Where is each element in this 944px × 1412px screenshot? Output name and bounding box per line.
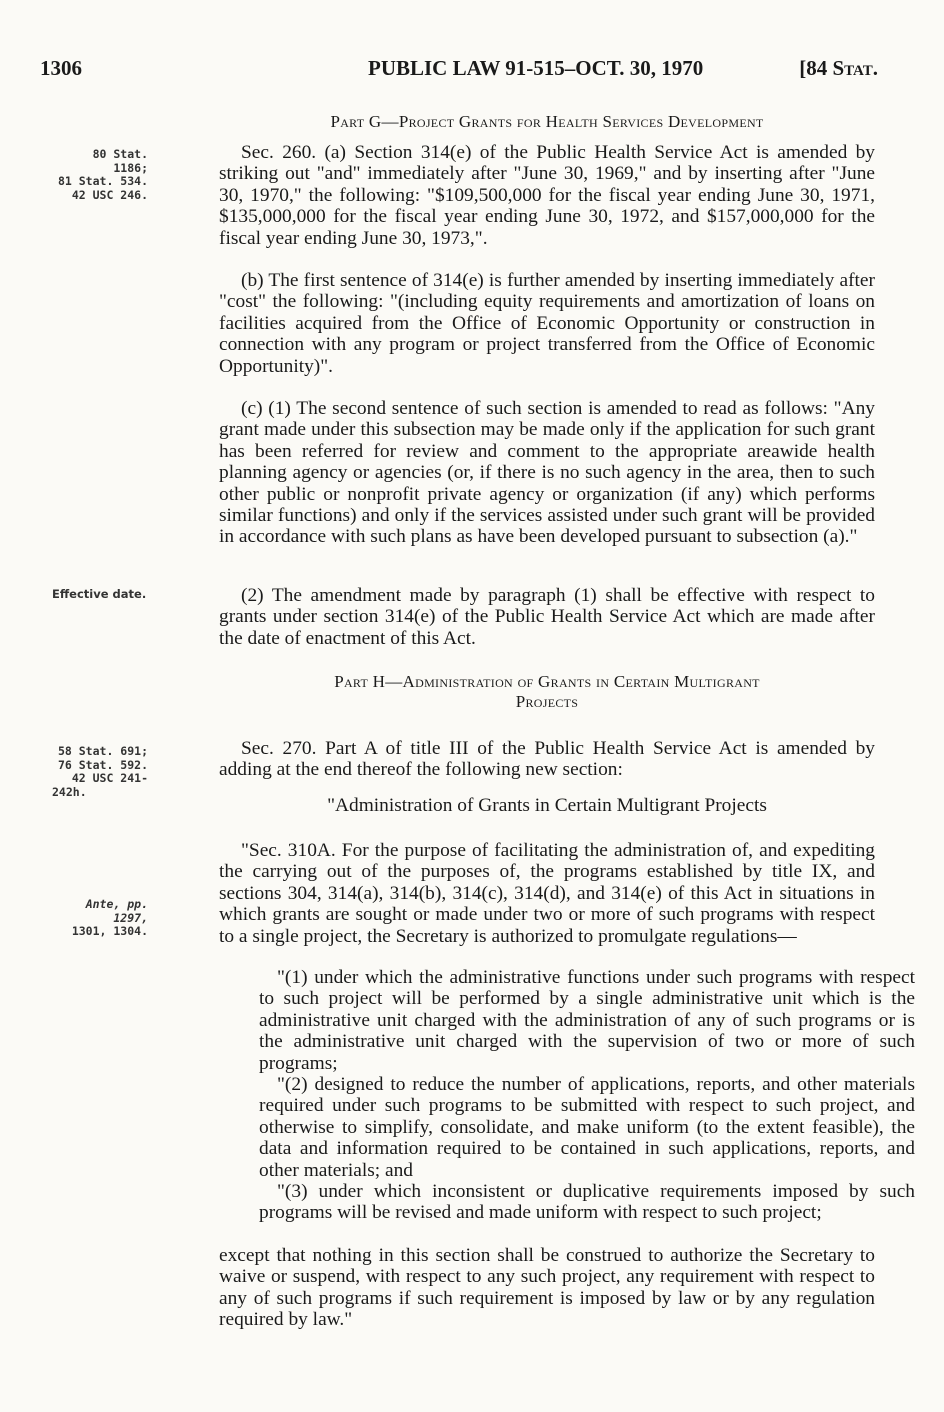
margin-note-line: 42 USC 246.: [71, 187, 148, 202]
new-section-heading: "Administration of Grants in Certain Multigrant Projects: [327, 795, 767, 816]
margin-note-line: 242h.: [52, 784, 87, 799]
sec260-b: (b) The first sentence of 314(e) is further amended by inserting immediately after "cost" the following: "(including equity requirements and amortization of loans on facilities acquired from the Office of Economic Opportunity or construction in connection with any program or project transferred from the Office of Economic Opportunity)".: [219, 270, 875, 377]
margin-note-line: 80 Stat. 1186;: [92, 147, 148, 175]
part-h-heading-line: Part H—Administration of Grants in Certain Multigrant: [334, 672, 760, 691]
page-number: 1306: [40, 56, 82, 80]
clause-1: "(1) under which the administrative functions under such programs with respect to such project will be performed by a single administrative unit which is the administrative unit charged with the administration of any of such programs or is the administrative unit charged with the supervision of two or more of such programs;: [259, 967, 915, 1074]
margin-note-line: 81 Stat. 534.: [57, 174, 148, 188]
clause-2: "(2) designed to reduce the number of applications, reports, and other materials required under such programs to be submitted with respect to such project, and otherwise to simplify, consolidate, and make uniform (to the extent feasible), the data and information required to be contained in such applications, reports, and other materials; and: [259, 1074, 915, 1181]
margin-note-line: 58 Stat. 691;: [57, 744, 148, 758]
part-g-heading: Part G—Project Grants for Health Services Development: [330, 112, 764, 131]
stat-reference: [84 Stat.: [799, 56, 878, 80]
sec260-a: Sec. 260. (a) Section 314(e) of the Public Health Service Act is amended by striking out "and" immediately after "June 30, 1969," and by inserting after "June 30, 1970," the following: "$109,500,000 for the fiscal year ending June 30, 1971, $135,000,000 for the fiscal year ending June 30, 1972, and $157,000,000 for the fiscal year ending June 30, 1973,".: [219, 142, 875, 249]
sec260-c1: (c) (1) The second sentence of such section is amended to read as follows: "Any grant made under this subsection may be made only if the application for such grant has been referred for review and comment to the appropriate areawide health planning agency or agencies (or, if there is no such agency in the area, then to such other public or nonprofit private agency or organization (if any) which performs similar functions) and only if the services assisted under such grant will be provided in accordance with such plans as have been developed pursuant to subsection (a).": [219, 398, 875, 548]
sec270: Sec. 270. Part A of title III of the Public Health Service Act is amended by adding at the end thereof the following new section:: [219, 738, 875, 781]
sec260-c2: (2) The amendment made by paragraph (1) shall be effective with respect to grants under section 314(e) of the Public Health Service Act which are made after the date of enactment of this Act.: [219, 585, 875, 649]
part-h-heading: [219, 672, 875, 712]
margin-note-line: 42 USC 241-: [71, 771, 148, 785]
clause-3: "(3) under which inconsistent or duplicative requirements imposed by such programs will be revised and made uniform with respect to such project;: [259, 1181, 915, 1224]
part-h-heading-line: Projects: [515, 692, 579, 711]
sec310a: "Sec. 310A. For the purpose of facilitating the administration of, and expediting the carrying out of the purposes of, the programs established by title IX, and sections 304, 314(a), 314(b), 314(c), 314(d), and 314(e) of this Act in situations in which grants are sought or made under two or more of such programs with respect to a single project, the Secretary is authorized to promulgate regulations—: [219, 840, 875, 947]
margin-note-line: 76 Stat. 592.: [57, 757, 148, 772]
margin-note-line: 1301, 1304.: [71, 924, 148, 938]
margin-note-sec260: [52, 148, 148, 202]
margin-note-line: Ante, pp. 1297,: [85, 897, 148, 925]
closing-paragraph: except that nothing in this section shall be construed to authorize the Secretary to waive or suspend, with respect to any such project, any requirement with respect to any of such programs if such requirement is imposed by law or by any regulation required by law.": [219, 1245, 875, 1331]
margin-note-ante: [52, 898, 148, 939]
page-title: PUBLIC LAW 91-515–OCT. 30, 1970: [368, 56, 704, 80]
margin-note-sec270: [52, 745, 148, 799]
margin-note-effective-date: Effective date.: [52, 587, 147, 601]
